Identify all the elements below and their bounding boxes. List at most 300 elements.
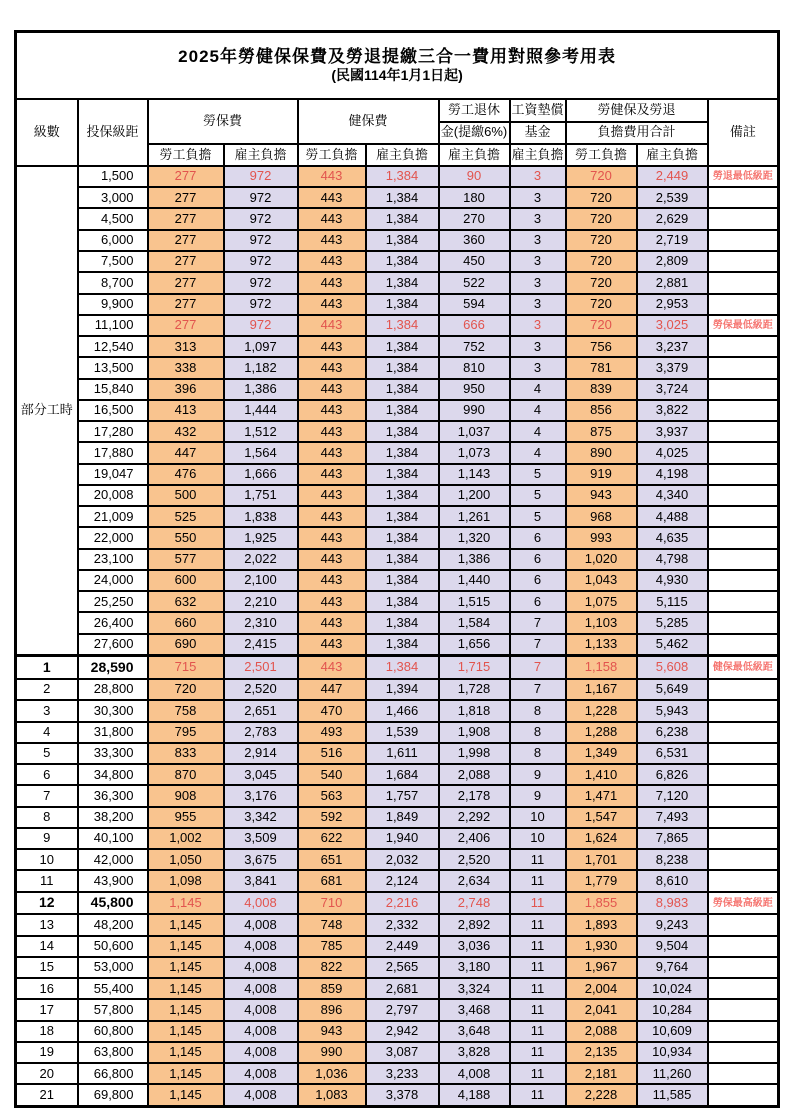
note-cell bbox=[708, 421, 779, 442]
value-cell: 1,384 bbox=[366, 464, 439, 485]
value-cell: 5,462 bbox=[637, 634, 708, 656]
value-cell: 6,826 bbox=[637, 764, 708, 785]
bracket-cell: 23,100 bbox=[78, 549, 148, 570]
bracket-cell: 50,600 bbox=[78, 936, 148, 957]
header-labor-employee: 勞工負擔 bbox=[148, 144, 224, 166]
note-cell bbox=[708, 743, 779, 764]
note-cell bbox=[708, 634, 779, 656]
table-row bbox=[16, 849, 779, 870]
note-cell bbox=[708, 700, 779, 721]
note-cell bbox=[708, 1063, 779, 1084]
value-cell: 720 bbox=[566, 272, 637, 293]
value-cell: 756 bbox=[566, 336, 637, 357]
value-cell: 2,881 bbox=[637, 272, 708, 293]
bracket-cell: 16,500 bbox=[78, 400, 148, 421]
value-cell: 1,384 bbox=[366, 421, 439, 442]
bracket-cell: 34,800 bbox=[78, 764, 148, 785]
value-cell: 1,145 bbox=[148, 957, 224, 978]
table-row bbox=[16, 1021, 779, 1042]
value-cell: 1,384 bbox=[366, 187, 439, 208]
value-cell: 540 bbox=[298, 764, 366, 785]
bracket-cell: 38,200 bbox=[78, 807, 148, 828]
value-cell: 360 bbox=[439, 230, 510, 251]
bracket-cell: 30,300 bbox=[78, 700, 148, 721]
value-cell: 4,008 bbox=[224, 1084, 298, 1106]
value-cell: 277 bbox=[148, 208, 224, 229]
header-remark: 備註 bbox=[708, 99, 779, 166]
value-cell: 1,611 bbox=[366, 743, 439, 764]
value-cell: 1,073 bbox=[439, 442, 510, 463]
header-labor-insurance: 勞保費 bbox=[148, 99, 298, 143]
level-cell: 21 bbox=[16, 1084, 78, 1106]
value-cell: 1,384 bbox=[366, 506, 439, 527]
value-cell: 2,520 bbox=[224, 679, 298, 700]
value-cell: 1,002 bbox=[148, 828, 224, 849]
note-cell bbox=[708, 764, 779, 785]
value-cell: 4 bbox=[510, 400, 566, 421]
value-cell: 11 bbox=[510, 1084, 566, 1106]
bracket-cell: 53,000 bbox=[78, 957, 148, 978]
note-cell bbox=[708, 442, 779, 463]
table-row bbox=[16, 870, 779, 891]
value-cell: 2,181 bbox=[566, 1063, 637, 1084]
value-cell: 522 bbox=[439, 272, 510, 293]
table-row bbox=[16, 294, 779, 315]
value-cell: 3 bbox=[510, 272, 566, 293]
value-cell: 950 bbox=[439, 379, 510, 400]
value-cell: 443 bbox=[298, 421, 366, 442]
header-total-employer: 雇主負擔 bbox=[637, 144, 708, 166]
value-cell: 781 bbox=[566, 357, 637, 378]
value-cell: 919 bbox=[566, 464, 637, 485]
value-cell: 270 bbox=[439, 208, 510, 229]
value-cell: 3,841 bbox=[224, 870, 298, 891]
value-cell: 1,515 bbox=[439, 591, 510, 612]
value-cell: 972 bbox=[224, 315, 298, 336]
value-cell: 443 bbox=[298, 464, 366, 485]
header-wage-fund-line2: 基金 bbox=[510, 122, 566, 144]
level-cell: 11 bbox=[16, 870, 78, 891]
level-cell: 4 bbox=[16, 722, 78, 743]
value-cell: 8,983 bbox=[637, 892, 708, 915]
value-cell: 4 bbox=[510, 379, 566, 400]
value-cell: 1,145 bbox=[148, 1063, 224, 1084]
value-cell: 277 bbox=[148, 272, 224, 293]
value-cell: 470 bbox=[298, 700, 366, 721]
value-cell: 1,145 bbox=[148, 1084, 224, 1106]
value-cell: 5,285 bbox=[637, 612, 708, 633]
table-row bbox=[16, 379, 779, 400]
level-cell: 14 bbox=[16, 936, 78, 957]
value-cell: 2,449 bbox=[637, 166, 708, 187]
value-cell: 4,008 bbox=[224, 936, 298, 957]
value-cell: 2,100 bbox=[224, 570, 298, 591]
value-cell: 8,238 bbox=[637, 849, 708, 870]
value-cell: 1,075 bbox=[566, 591, 637, 612]
table-row bbox=[16, 999, 779, 1020]
value-cell: 11 bbox=[510, 1042, 566, 1063]
value-cell: 3,342 bbox=[224, 807, 298, 828]
value-cell: 338 bbox=[148, 357, 224, 378]
value-cell: 1,384 bbox=[366, 251, 439, 272]
value-cell: 516 bbox=[298, 743, 366, 764]
table-row bbox=[16, 743, 779, 764]
value-cell: 1,539 bbox=[366, 722, 439, 743]
value-cell: 1,145 bbox=[148, 892, 224, 915]
value-cell: 443 bbox=[298, 570, 366, 591]
value-cell: 3,233 bbox=[366, 1063, 439, 1084]
value-cell: 972 bbox=[224, 187, 298, 208]
value-cell: 1,757 bbox=[366, 785, 439, 806]
value-cell: 4 bbox=[510, 442, 566, 463]
level-cell: 9 bbox=[16, 828, 78, 849]
value-cell: 5 bbox=[510, 464, 566, 485]
value-cell: 4,008 bbox=[224, 999, 298, 1020]
table-row bbox=[16, 400, 779, 421]
note-cell: 勞退最低級距 bbox=[708, 166, 779, 187]
value-cell: 6 bbox=[510, 570, 566, 591]
value-cell: 5 bbox=[510, 506, 566, 527]
value-cell: 277 bbox=[148, 166, 224, 187]
value-cell: 277 bbox=[148, 251, 224, 272]
level-cell: 1 bbox=[16, 656, 78, 679]
value-cell: 1,098 bbox=[148, 870, 224, 891]
value-cell: 3 bbox=[510, 336, 566, 357]
value-cell: 1,167 bbox=[566, 679, 637, 700]
table-row bbox=[16, 208, 779, 229]
bracket-cell: 19,047 bbox=[78, 464, 148, 485]
value-cell: 943 bbox=[298, 1021, 366, 1042]
value-cell: 2,914 bbox=[224, 743, 298, 764]
table-row bbox=[16, 892, 779, 915]
value-cell: 11 bbox=[510, 1021, 566, 1042]
value-cell: 6 bbox=[510, 527, 566, 548]
value-cell: 3,675 bbox=[224, 849, 298, 870]
value-cell: 720 bbox=[566, 294, 637, 315]
level-cell: 8 bbox=[16, 807, 78, 828]
value-cell: 2,228 bbox=[566, 1084, 637, 1106]
value-cell: 720 bbox=[566, 166, 637, 187]
note-cell bbox=[708, 208, 779, 229]
table-row bbox=[16, 612, 779, 633]
level-cell: 20 bbox=[16, 1063, 78, 1084]
value-cell: 1,103 bbox=[566, 612, 637, 633]
value-cell: 810 bbox=[439, 357, 510, 378]
header-health-employer: 雇主負擔 bbox=[366, 144, 439, 166]
value-cell: 2,004 bbox=[566, 978, 637, 999]
value-cell: 6 bbox=[510, 591, 566, 612]
value-cell: 622 bbox=[298, 828, 366, 849]
value-cell: 651 bbox=[298, 849, 366, 870]
value-cell: 443 bbox=[298, 591, 366, 612]
value-cell: 1,384 bbox=[366, 591, 439, 612]
value-cell: 8 bbox=[510, 700, 566, 721]
bracket-cell: 9,900 bbox=[78, 294, 148, 315]
bracket-cell: 4,500 bbox=[78, 208, 148, 229]
value-cell: 1,036 bbox=[298, 1063, 366, 1084]
bracket-cell: 36,300 bbox=[78, 785, 148, 806]
value-cell: 1,020 bbox=[566, 549, 637, 570]
value-cell: 1,940 bbox=[366, 828, 439, 849]
value-cell: 1,050 bbox=[148, 849, 224, 870]
note-cell bbox=[708, 527, 779, 548]
level-cell: 6 bbox=[16, 764, 78, 785]
page-subtitle: (民國114年1月1日起) bbox=[331, 67, 463, 84]
value-cell: 681 bbox=[298, 870, 366, 891]
value-cell: 1,818 bbox=[439, 700, 510, 721]
level-cell: 2 bbox=[16, 679, 78, 700]
value-cell: 443 bbox=[298, 166, 366, 187]
value-cell: 11 bbox=[510, 978, 566, 999]
value-cell: 2,088 bbox=[439, 764, 510, 785]
value-cell: 1,547 bbox=[566, 807, 637, 828]
level-cell: 15 bbox=[16, 957, 78, 978]
value-cell: 1,893 bbox=[566, 914, 637, 935]
table-row bbox=[16, 315, 779, 336]
value-cell: 1,384 bbox=[366, 442, 439, 463]
value-cell: 1,410 bbox=[566, 764, 637, 785]
header-health-insurance: 健保費 bbox=[298, 99, 439, 143]
value-cell: 833 bbox=[148, 743, 224, 764]
value-cell: 2,216 bbox=[366, 892, 439, 915]
table-body bbox=[16, 166, 779, 1107]
value-cell: 432 bbox=[148, 421, 224, 442]
value-cell: 839 bbox=[566, 379, 637, 400]
note-cell bbox=[708, 464, 779, 485]
table-row bbox=[16, 187, 779, 208]
value-cell: 443 bbox=[298, 400, 366, 421]
value-cell: 990 bbox=[439, 400, 510, 421]
value-cell: 443 bbox=[298, 612, 366, 633]
bracket-cell: 13,500 bbox=[78, 357, 148, 378]
table-row bbox=[16, 442, 779, 463]
note-cell bbox=[708, 506, 779, 527]
value-cell: 4,008 bbox=[224, 914, 298, 935]
value-cell: 1,043 bbox=[566, 570, 637, 591]
table-row bbox=[16, 485, 779, 506]
note-cell bbox=[708, 1021, 779, 1042]
value-cell: 2,809 bbox=[637, 251, 708, 272]
bracket-cell: 57,800 bbox=[78, 999, 148, 1020]
level-cell: 13 bbox=[16, 914, 78, 935]
header-pension-line1: 勞工退休 bbox=[439, 99, 510, 121]
value-cell: 2,178 bbox=[439, 785, 510, 806]
value-cell: 4,488 bbox=[637, 506, 708, 527]
value-cell: 1,466 bbox=[366, 700, 439, 721]
table-row bbox=[16, 357, 779, 378]
level-cell: 19 bbox=[16, 1042, 78, 1063]
value-cell: 443 bbox=[298, 527, 366, 548]
value-cell: 525 bbox=[148, 506, 224, 527]
note-cell bbox=[708, 870, 779, 891]
value-cell: 1,849 bbox=[366, 807, 439, 828]
bracket-cell: 12,540 bbox=[78, 336, 148, 357]
bracket-cell: 69,800 bbox=[78, 1084, 148, 1106]
header-row-1 bbox=[16, 99, 779, 121]
value-cell: 3,509 bbox=[224, 828, 298, 849]
bracket-cell: 25,250 bbox=[78, 591, 148, 612]
table-row bbox=[16, 272, 779, 293]
value-cell: 2,942 bbox=[366, 1021, 439, 1042]
header-pension-line2: 金(提繳6%) bbox=[439, 122, 510, 144]
value-cell: 1,384 bbox=[366, 379, 439, 400]
table-row bbox=[16, 251, 779, 272]
value-cell: 2,520 bbox=[439, 849, 510, 870]
value-cell: 6 bbox=[510, 549, 566, 570]
bracket-cell: 7,500 bbox=[78, 251, 148, 272]
value-cell: 1,228 bbox=[566, 700, 637, 721]
value-cell: 856 bbox=[566, 400, 637, 421]
value-cell: 6,238 bbox=[637, 722, 708, 743]
value-cell: 7 bbox=[510, 679, 566, 700]
value-cell: 277 bbox=[148, 187, 224, 208]
value-cell: 955 bbox=[148, 807, 224, 828]
value-cell: 2,629 bbox=[637, 208, 708, 229]
bracket-cell: 63,800 bbox=[78, 1042, 148, 1063]
value-cell: 715 bbox=[148, 656, 224, 679]
header-pension-employer: 雇主負擔 bbox=[439, 144, 510, 166]
value-cell: 4,930 bbox=[637, 570, 708, 591]
bracket-cell: 24,000 bbox=[78, 570, 148, 591]
bracket-cell: 1,500 bbox=[78, 166, 148, 187]
value-cell: 1,855 bbox=[566, 892, 637, 915]
level-cell: 17 bbox=[16, 999, 78, 1020]
value-cell: 2,539 bbox=[637, 187, 708, 208]
value-cell: 3 bbox=[510, 230, 566, 251]
note-cell bbox=[708, 807, 779, 828]
value-cell: 1,384 bbox=[366, 357, 439, 378]
value-cell: 1,384 bbox=[366, 208, 439, 229]
value-cell: 2,022 bbox=[224, 549, 298, 570]
table-row bbox=[16, 464, 779, 485]
value-cell: 563 bbox=[298, 785, 366, 806]
table-row bbox=[16, 527, 779, 548]
value-cell: 1,349 bbox=[566, 743, 637, 764]
value-cell: 1,384 bbox=[366, 166, 439, 187]
header-bracket: 投保級距 bbox=[78, 99, 148, 166]
note-cell bbox=[708, 936, 779, 957]
note-cell bbox=[708, 1042, 779, 1063]
value-cell: 3,045 bbox=[224, 764, 298, 785]
value-cell: 6,531 bbox=[637, 743, 708, 764]
value-cell: 10 bbox=[510, 828, 566, 849]
value-cell: 443 bbox=[298, 294, 366, 315]
value-cell: 972 bbox=[224, 208, 298, 229]
note-cell: 健保最低級距 bbox=[708, 656, 779, 679]
value-cell: 10,934 bbox=[637, 1042, 708, 1063]
bracket-cell: 26,400 bbox=[78, 612, 148, 633]
table-row bbox=[16, 764, 779, 785]
table-row bbox=[16, 785, 779, 806]
value-cell: 2,415 bbox=[224, 634, 298, 656]
value-cell: 443 bbox=[298, 357, 366, 378]
note-cell bbox=[708, 999, 779, 1020]
value-cell: 2,449 bbox=[366, 936, 439, 957]
value-cell: 1,386 bbox=[439, 549, 510, 570]
note-cell bbox=[708, 272, 779, 293]
value-cell: 3,087 bbox=[366, 1042, 439, 1063]
value-cell: 3 bbox=[510, 315, 566, 336]
note-cell bbox=[708, 785, 779, 806]
value-cell: 443 bbox=[298, 336, 366, 357]
bracket-cell: 31,800 bbox=[78, 722, 148, 743]
title-cell bbox=[16, 32, 779, 100]
note-cell bbox=[708, 957, 779, 978]
bracket-cell: 60,800 bbox=[78, 1021, 148, 1042]
value-cell: 443 bbox=[298, 442, 366, 463]
value-cell: 1,471 bbox=[566, 785, 637, 806]
value-cell: 1,182 bbox=[224, 357, 298, 378]
value-cell: 972 bbox=[224, 294, 298, 315]
value-cell: 2,748 bbox=[439, 892, 510, 915]
bracket-cell: 28,800 bbox=[78, 679, 148, 700]
level-cell: 16 bbox=[16, 978, 78, 999]
value-cell: 2,310 bbox=[224, 612, 298, 633]
value-cell: 1,908 bbox=[439, 722, 510, 743]
table-row bbox=[16, 166, 779, 187]
value-cell: 7,120 bbox=[637, 785, 708, 806]
value-cell: 2,681 bbox=[366, 978, 439, 999]
value-cell: 2,797 bbox=[366, 999, 439, 1020]
bracket-cell: 33,300 bbox=[78, 743, 148, 764]
value-cell: 5,115 bbox=[637, 591, 708, 612]
value-cell: 443 bbox=[298, 251, 366, 272]
value-cell: 1,384 bbox=[366, 272, 439, 293]
value-cell: 720 bbox=[148, 679, 224, 700]
value-cell: 752 bbox=[439, 336, 510, 357]
value-cell: 972 bbox=[224, 166, 298, 187]
bracket-cell: 6,000 bbox=[78, 230, 148, 251]
value-cell: 690 bbox=[148, 634, 224, 656]
value-cell: 908 bbox=[148, 785, 224, 806]
bracket-cell: 17,880 bbox=[78, 442, 148, 463]
value-cell: 1,145 bbox=[148, 936, 224, 957]
value-cell: 1,145 bbox=[148, 1042, 224, 1063]
bracket-cell: 8,700 bbox=[78, 272, 148, 293]
value-cell: 875 bbox=[566, 421, 637, 442]
value-cell: 8 bbox=[510, 722, 566, 743]
value-cell: 277 bbox=[148, 315, 224, 336]
value-cell: 577 bbox=[148, 549, 224, 570]
note-cell bbox=[708, 549, 779, 570]
level-cell: 18 bbox=[16, 1021, 78, 1042]
note-cell bbox=[708, 400, 779, 421]
value-cell: 443 bbox=[298, 656, 366, 679]
value-cell: 3,036 bbox=[439, 936, 510, 957]
value-cell: 3,378 bbox=[366, 1084, 439, 1106]
value-cell: 4,635 bbox=[637, 527, 708, 548]
value-cell: 1,097 bbox=[224, 336, 298, 357]
value-cell: 2,332 bbox=[366, 914, 439, 935]
note-cell bbox=[708, 849, 779, 870]
value-cell: 3,237 bbox=[637, 336, 708, 357]
value-cell: 396 bbox=[148, 379, 224, 400]
value-cell: 11 bbox=[510, 1063, 566, 1084]
note-cell bbox=[708, 679, 779, 700]
value-cell: 4,008 bbox=[439, 1063, 510, 1084]
note-cell: 勞保最高級距 bbox=[708, 892, 779, 915]
value-cell: 277 bbox=[148, 294, 224, 315]
value-cell: 1,444 bbox=[224, 400, 298, 421]
value-cell: 1,384 bbox=[366, 230, 439, 251]
table-row bbox=[16, 957, 779, 978]
value-cell: 10,024 bbox=[637, 978, 708, 999]
bracket-cell: 17,280 bbox=[78, 421, 148, 442]
value-cell: 1,386 bbox=[224, 379, 298, 400]
note-cell bbox=[708, 294, 779, 315]
header-total-employee: 勞工負擔 bbox=[566, 144, 637, 166]
value-cell: 11,260 bbox=[637, 1063, 708, 1084]
